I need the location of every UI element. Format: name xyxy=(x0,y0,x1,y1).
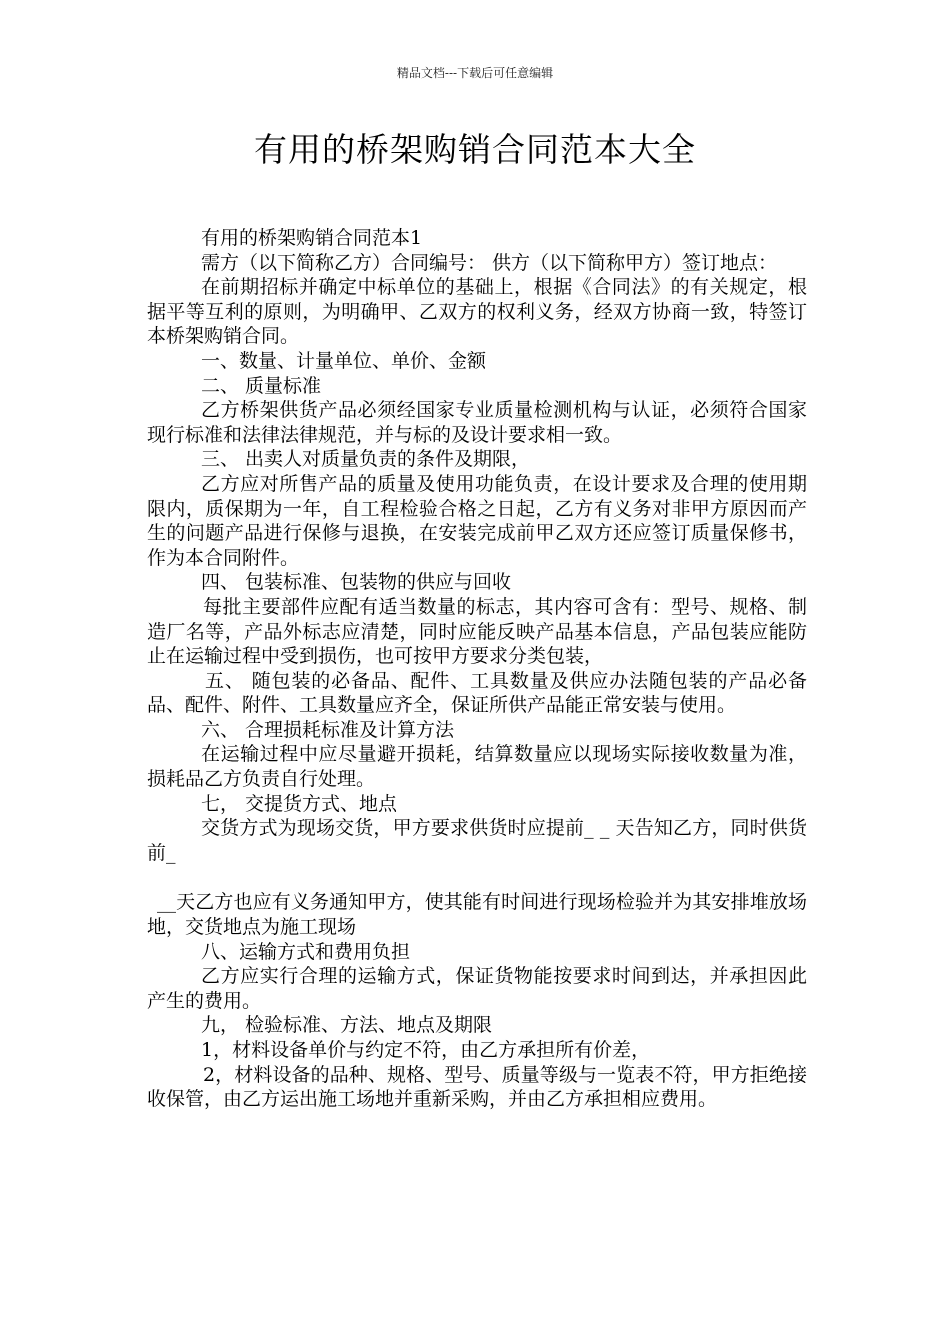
clause-paragraph-7a: 交货方式为现场交货，甲方要求供货时应提前_ _ 天告知乙方，同时供货前_ xyxy=(147,817,807,864)
document-body xyxy=(147,226,807,1112)
section-heading-sample-1: 有用的桥架购销合同范本1 xyxy=(201,227,423,249)
clause-item-9-2: 2，材料设备的品种、规格、型号、质量等级与一览表不符，甲方拒绝接收保管，由乙方运出施工场地并重新采购，并由乙方承担相应费用。 xyxy=(147,1063,807,1111)
clause-heading-3: 三、 出卖人对质量负责的条件及期限， xyxy=(201,448,531,471)
header-note: 精品文档---下载后可任意编辑 xyxy=(396,66,554,80)
blank-line xyxy=(147,865,807,890)
clause-paragraph-8: 乙方应实行合理的运输方式，保证货物能按要求时间到达，并承担因此产生的费用。 xyxy=(147,965,807,1012)
document-title: 有用的桥架购销合同范本大全 xyxy=(254,130,696,169)
clause-paragraph-3: 乙方应对所售产品的质量及使用功能负责，在设计要求及合理的使用期限内，质保期为一年，自工程检验合格之日起，乙方有义务对非甲方原因而产生的问题产品进行保修与退换，在安装完成前甲乙双方还应签订质量保修书，作为本合同附件。 xyxy=(147,472,807,569)
clause-paragraph-7b: __天乙方也应有义务通知甲方，使其能有时间进行现场检验并为其安排堆放场地，交货地点为施工现场 xyxy=(147,891,807,939)
clause-paragraph-5: 五、 随包装的必备品、配件、工具数量及供应办法随包装的产品必备品、配件、附件、工具数量应齐全，保证所供产品能正常安装与使用。 xyxy=(147,669,807,717)
clause-heading-9: 九， 检验标准、方法、地点及期限 xyxy=(201,1014,493,1037)
clause-paragraph-4: 每批主要部件应配有适当数量的标志，其内容可含有：型号、规格、制造厂名等，产品外标志应清楚，同时应能反映产品基本信息，产品包装应能防止在运输过程中受到损伤，也可按甲方要求分类包装， xyxy=(147,595,807,668)
clause-heading-7: 七， 交提货方式、地点 xyxy=(201,792,398,815)
clause-heading-4: 四、 包装标准、包装物的供应与回收 xyxy=(201,571,512,594)
parties-line: 需方（以下简称乙方）合同编号： 供方（以下简称甲方）签订地点： xyxy=(201,251,778,274)
preamble-paragraph: 在前期招标并确定中标单位的基础上，根据《合同法》的有关规定，根据平等互利的原则，为明确甲、乙双方的权利义务，经双方协商一致，特签订本桥架购销合同。 xyxy=(147,276,807,348)
clause-paragraph-2: 乙方桥架供货产品必须经国家专业质量检测机构与认证，必须符合国家现行标准和法律法律规范，并与标的及设计要求相一致。 xyxy=(147,399,807,446)
clause-heading-8: 八、运输方式和费用负担 xyxy=(201,940,411,963)
clause-paragraph-6: 在运输过程中应尽量避开损耗，结算数量应以现场实际接收数量为准，损耗品乙方负责自行处理。 xyxy=(147,743,807,791)
clause-heading-6: 六、 合理损耗标准及计算方法 xyxy=(201,718,455,741)
clause-item-9-1: 1，材料设备单价与约定不符，由乙方承担所有价差， xyxy=(201,1039,651,1061)
clause-heading-1: 一、数量、计量单位、单价、金额 xyxy=(201,349,487,372)
clause-heading-2: 二、 质量标准 xyxy=(201,374,322,397)
